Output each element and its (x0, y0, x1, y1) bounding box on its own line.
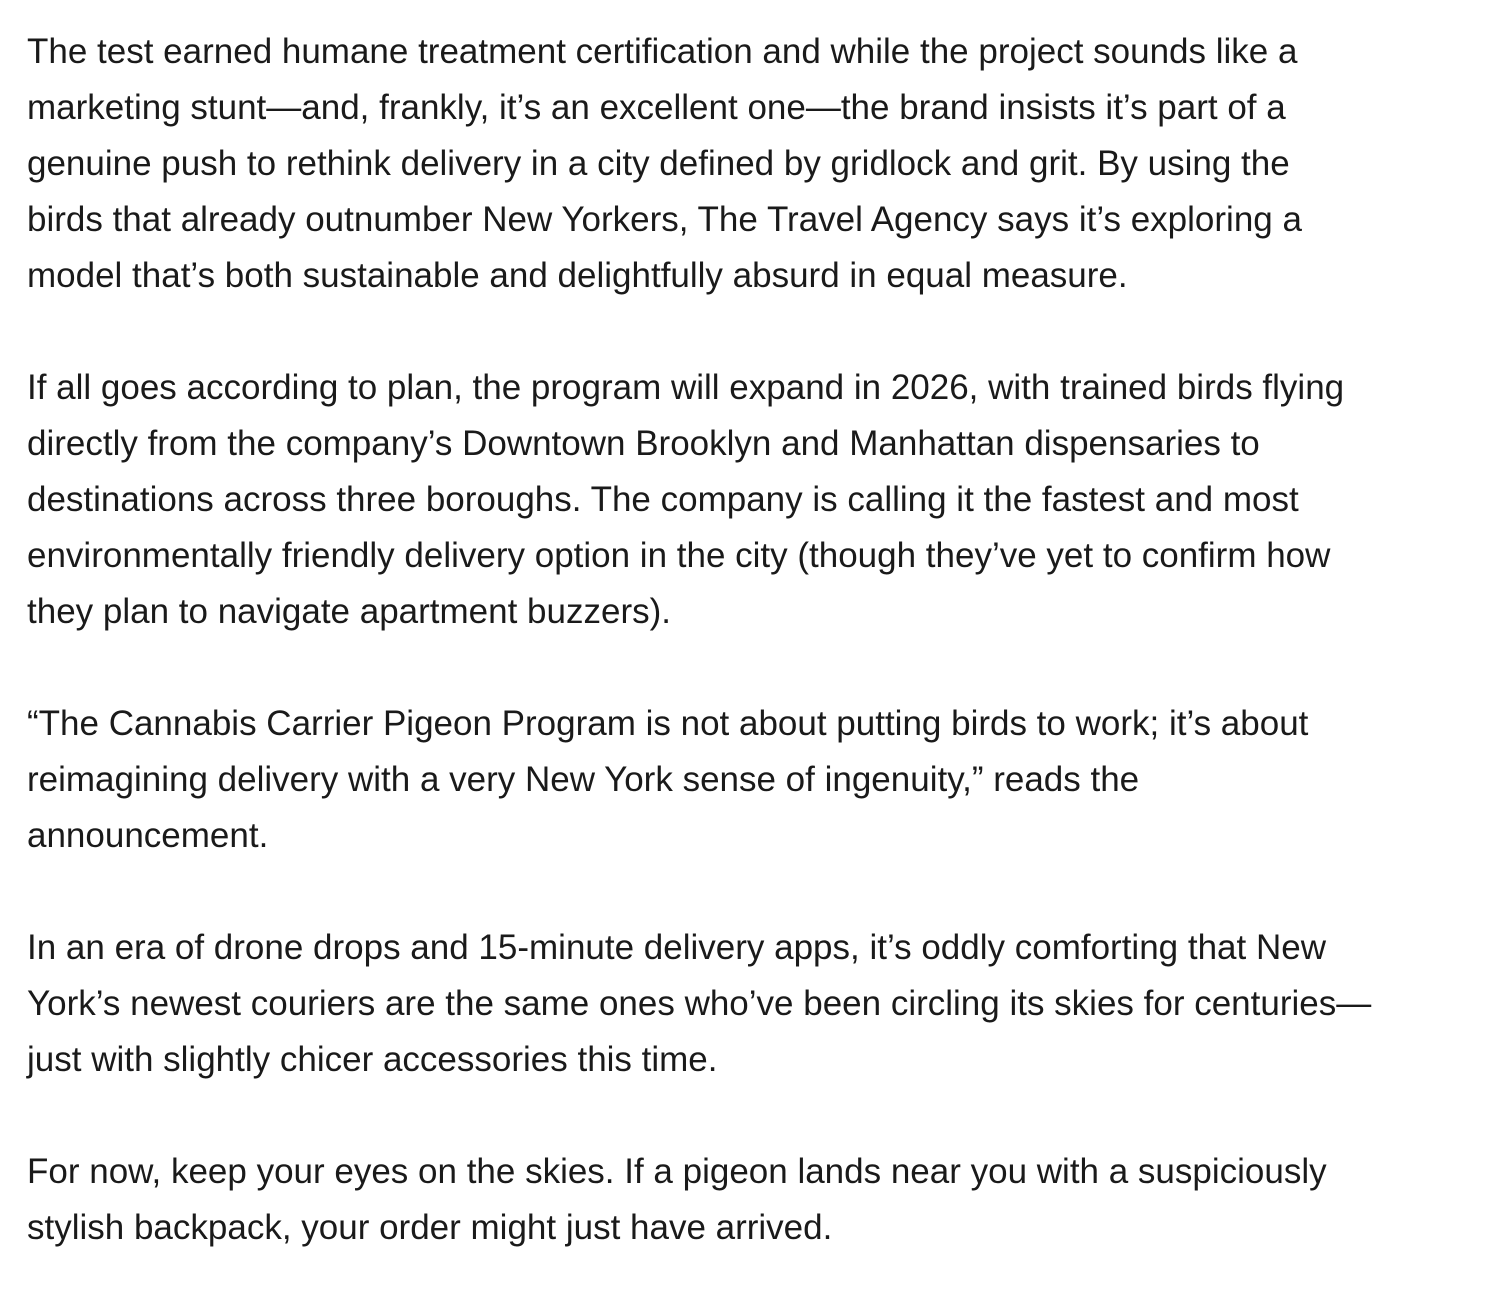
article-paragraph: For now, keep your eyes on the skies. If a pigeon lands near you with a suspiciously stylish backpack, your order might just have arrived. (27, 1152, 1327, 1247)
article-paragraph: The test earned humane treatment certification and while the project sounds like a marketing stunt—and, frankly, it’s an excellent one—the brand insists it’s part of a genuine push to rethink delivery in a city defined by gridlock and grit. By using the birds that already outnumber New Yorkers, The Travel Agency says it’s exploring a model that’s both sustainable and delightfully absurd in equal measure. (27, 32, 1302, 295)
article-paragraph: In an era of drone drops and 15-minute delivery apps, it’s oddly comforting that New York’s newest couriers are the same ones who’ve been circling its skies for centuries— just with slightly chicer accessories this time. (27, 928, 1372, 1079)
article-paragraph: If all goes according to plan, the program will expand in 2026, with trained birds flying directly from the company’s Downtown Brooklyn and Manhattan dispensaries to destinations across three boroughs. The company is calling it the fastest and most environmentally friendly delivery option in the city (though they’ve yet to confirm how they plan to navigate apartment buzzers). (27, 368, 1345, 631)
article-paragraph: “The Cannabis Carrier Pigeon Program is not about putting birds to work; it’s about reimagining delivery with a very New York sense of ingenuity,” reads the announcement. (27, 704, 1309, 855)
